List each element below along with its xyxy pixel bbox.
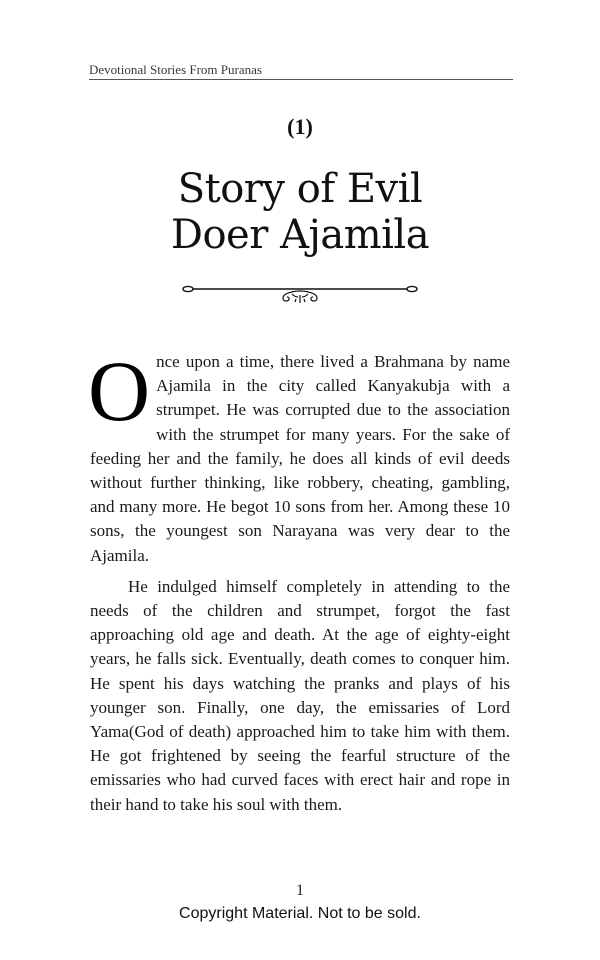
running-header-title: Devotional Stories From Puranas [89, 62, 262, 77]
paragraph-1 [88, 343, 510, 568]
paragraph-2: He indulged himself completely in attending to the needs of the children and strumpet, forgot the fast approaching old age and death. At the age of eighty-eight years, he falls sick. Eventually, death comes to conquer him. He spent his days watching the pranks and plays of his younger son. Finally, one day, the emissaries of Lord Yama(God of death) approached him to take him with them. He got frightened by seeing the fearful structure of the emissaries who had curved faces with erect hair and rope in their hand to take his soul with them. [90, 576, 510, 814]
running-header [89, 62, 513, 80]
page-number: 1 [296, 882, 304, 899]
chapter-title [0, 166, 600, 258]
chapter-title-line-2: Doer Ajamila [170, 212, 430, 258]
story-body [88, 343, 510, 817]
divider-flourish-icon [182, 280, 418, 306]
chapter-number: (1) [287, 114, 313, 139]
paragraph-1-text: nce upon a time, there lived a Brahmana by name Ajamila in the city called Kanyakubja with a strumpet. He was corrupted due to the association with the strumpet for many years. For the sake of feeding her and the family, he does all kinds of evil deeds without further thinking, like robbery, cheating, gambling, and many more. He begot 10 sons from her. Among these 10 sons, the youngest son Narayana was very dear to the Ajamila. [90, 352, 510, 565]
drop-cap: O [88, 343, 151, 439]
chapter-title-line-1: Story of Evil [177, 166, 423, 212]
copyright-notice: Copyright Material. Not to be sold. [179, 905, 421, 922]
